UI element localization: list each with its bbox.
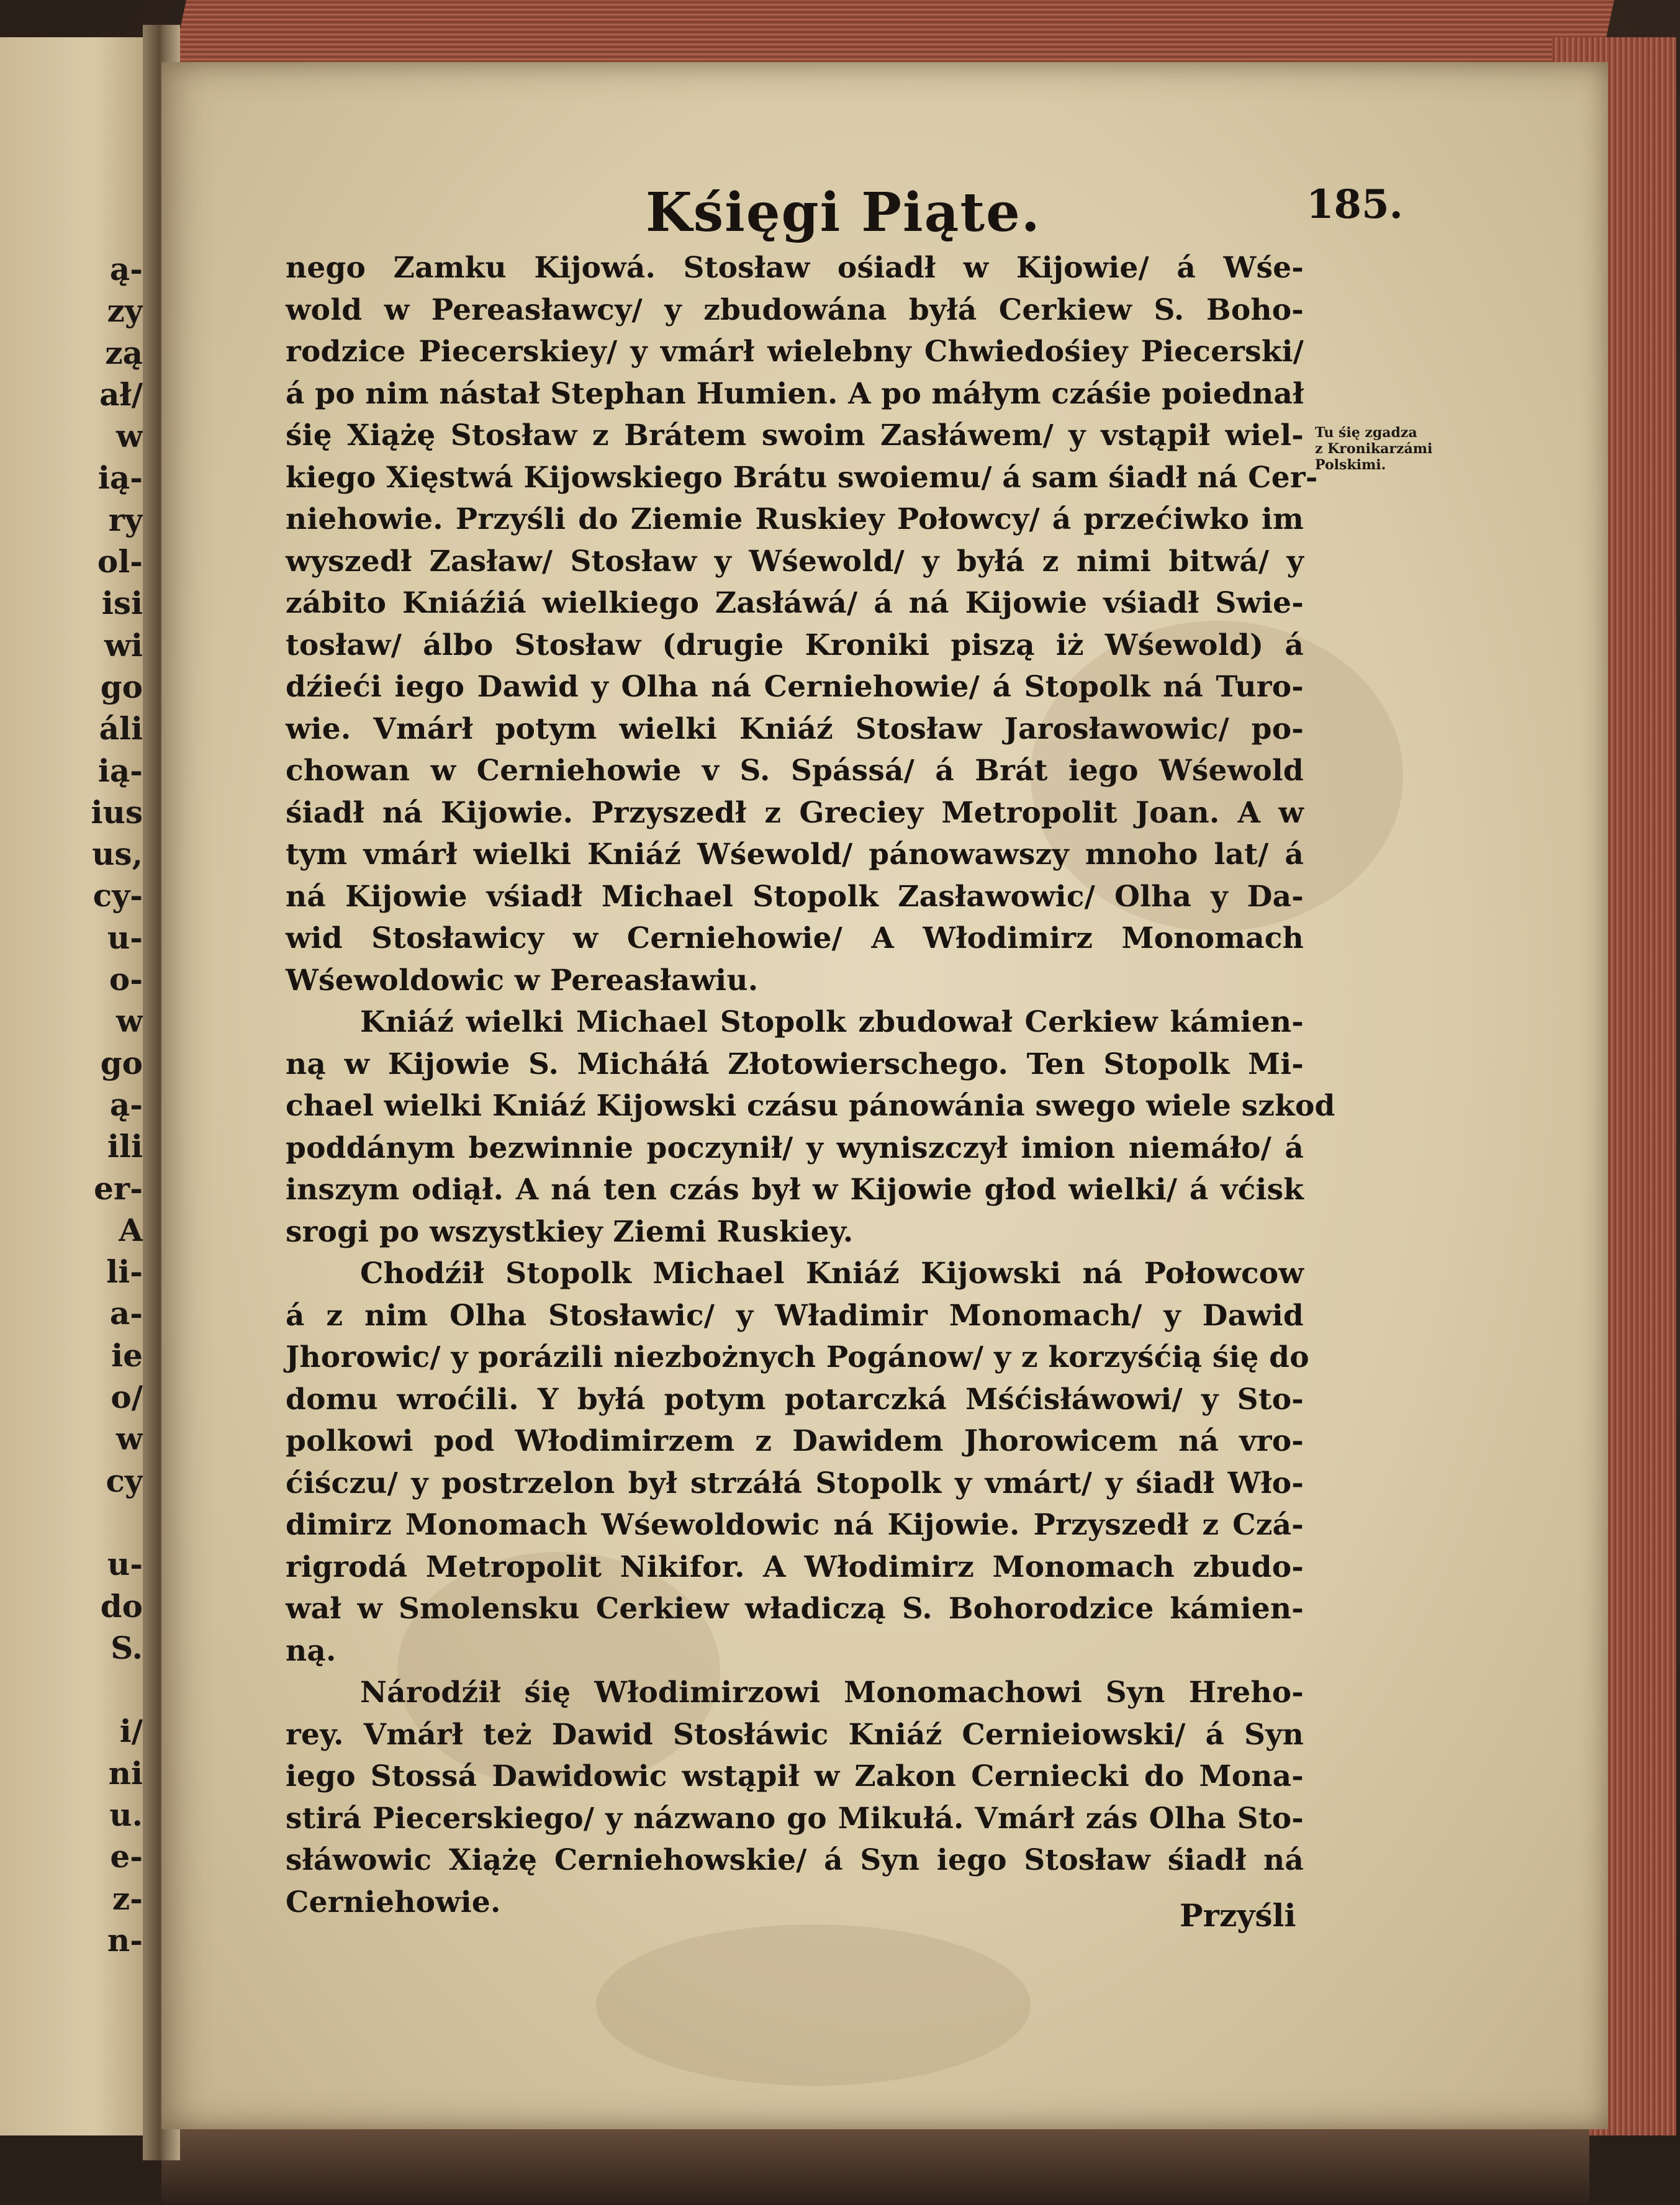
text-line: wold w Pereasławcy/ y zbudowána byłá Cerkiew S. Boho‑ (286, 292, 1304, 327)
margin-note (1315, 425, 1432, 473)
previous-page-line-end: ą‑ (109, 251, 143, 287)
previous-page-line-end: do (100, 1587, 143, 1625)
previous-page-line-end: S. (111, 1629, 143, 1666)
text-line: Cerniehowie. (286, 1885, 501, 1919)
text-line: śiadł ná Kijowie. Przyszedł z Greciey Metropolit Joan. A w (286, 795, 1304, 830)
text-line: rodzice Piecerskiey/ y vmárł wielebny Chwiedośiey Piecerski/ (286, 335, 1304, 369)
book-bottom-edge (161, 2123, 1589, 2205)
margin-note-line: Tu śię zgadza (1315, 425, 1417, 441)
text-line: nego Zamku Kijowá. Stosław ośiadł w Kijowie/ á Wśe‑ (286, 251, 1304, 285)
previous-page-line-end (0, 1502, 143, 1543)
previous-page-line-end: isi (101, 585, 143, 622)
text-line: iego Stossá Dawidowic wstąpił w Zakon Cerniecki do Mona‑ (286, 1759, 1304, 1793)
text-line: chael wielki Kniáź Kijowski czásu pánowánia swego wiele szkod (286, 1089, 1335, 1123)
catchword: Przyśli (1180, 1897, 1296, 1934)
text-line: dźieći iego Dawid y Olha ná Cerniehowie/ á Stopolk ná Turo‑ (286, 670, 1304, 704)
text-line: poddánym bezwinnie poczynił/ y wyniszczył imion niemáło/ á (286, 1130, 1304, 1165)
text-line: wał w Smolensku Cerkiew władiczą S. Bohorodzice kámien‑ (286, 1592, 1304, 1626)
previous-page-line-end: ią‑ (97, 752, 143, 789)
text-line: Kniáź wielki Michael Stopolk zbudował Cerkiew kámien‑ (360, 1005, 1304, 1039)
previous-page-line-end: er‑ (94, 1170, 143, 1207)
text-line: stirá Piecerskiego/ y názwano go Mikułá. Vmárł zás Olha Sto‑ (286, 1801, 1304, 1836)
text-line: dimirz Monomach Wśewoldowic ná Kijowie. Przyszedł z Czá‑ (286, 1508, 1304, 1542)
previous-page-line-end: i/ (119, 1713, 143, 1750)
text-line: chowan w Cerniehowie v S. Spássá/ á Brát iego Wśewold (286, 754, 1304, 788)
previous-page-line-end: u‑ (107, 1546, 143, 1583)
paper-stain (596, 1924, 1031, 2086)
text-line: inszym odiął. A ná ten czás był w Kijowie głod wielki/ á vćisk (286, 1173, 1304, 1207)
previous-page-line-end: go (100, 668, 143, 705)
text-line: Národźił śię Włodimirzowi Monomachowi Syn Hreho‑ (360, 1675, 1304, 1710)
previous-page-line-end: o/ (111, 1379, 143, 1416)
page-number: 185. (1306, 181, 1403, 228)
text-line: Chodźił Stopolk Michael Kniáź Kijowski ná Połowcow (360, 1256, 1304, 1291)
previous-page-line-end (0, 1669, 143, 1710)
text-line: niehowie. Przyśli do Ziemie Ruskiey Połowcy/ á przećiwko im (286, 502, 1304, 536)
previous-page-line-end: e‑ (110, 1838, 143, 1875)
text-line: ćiśczu/ y postrzelon był strzáłá Stopolk y vmárt/ y śiadł Wło‑ (286, 1466, 1304, 1500)
previous-page-line-ends (0, 248, 148, 1961)
previous-page-line-end: w (115, 1003, 143, 1040)
text-line: polkowi pod Włodimirzem z Dawidem Jhorowicem ná vro‑ (286, 1424, 1304, 1458)
margin-note-line: z Kronikarzámi (1315, 441, 1433, 457)
previous-page-fragment (0, 37, 155, 2135)
previous-page-line-end: áli (99, 710, 143, 747)
text-line: á z nim Olha Stosławic/ y Władimir Monomach/ y Dawid (286, 1298, 1304, 1333)
text-line: ná Kijowie vśiadł Michael Stopolk Zasławowic/ Olha y Da‑ (286, 879, 1304, 914)
text-line: wyszedł Zasław/ Stosław y Wśewold/ y byłá z nimi bitwá/ y (286, 544, 1304, 579)
previous-page-line-end: ią‑ (97, 459, 143, 497)
previous-page-line-end: ą‑ (109, 1086, 143, 1123)
text-line: tosław/ álbo Stosław (drugie Kroniki piszą iż Wśewold) á (286, 628, 1304, 662)
previous-page-line-end: li‑ (106, 1253, 143, 1291)
previous-page-line-end: ius (91, 793, 143, 831)
previous-page-line-end: ni (108, 1754, 143, 1792)
text-line: wie. Vmárł potym wielki Kniáź Stosław Jarosławowic/ po‑ (286, 711, 1304, 746)
text-line: ną. (286, 1633, 336, 1668)
text-line: rey. Vmárł też Dawid Stosłáwic Kniáź Cernieiowski/ á Syn (286, 1717, 1304, 1752)
text-line: śię Xiążę Stosław z Brátem swoim Zasłáwem/ y vstąpił wiel‑ (286, 418, 1304, 453)
previous-page-line-end: z‑ (112, 1880, 143, 1917)
text-line: kiego Xięstwá Kijowskiego Brátu swoiemu/ á sam śiadł ná Cer‑ (286, 460, 1318, 495)
previous-page-line-end: wi (104, 626, 143, 664)
text-line: tym vmárł wielki Kniáź Wśewold/ pánowawszy mnoho lat/ á (286, 837, 1304, 872)
previous-page-line-end: ol‑ (97, 543, 143, 580)
text-column (286, 247, 1335, 1923)
text-line: wid Stosławicy w Cerniehowie/ A Włodimirz Monomach (286, 921, 1304, 955)
previous-page-line-end: cy (106, 1462, 143, 1499)
text-line: zábito Kniáźiá wielkiego Zasłáwá/ á ná Kijowie vśiadł Swie‑ (286, 586, 1304, 620)
previous-page-line-end: ili (107, 1128, 143, 1165)
previous-page-line-end: a‑ (109, 1295, 143, 1332)
previous-page-line-end: zy (107, 292, 143, 330)
previous-page-line-end: u‑ (107, 919, 143, 956)
previous-page-line-end: ry (108, 501, 143, 538)
previous-page-line-end: A (119, 1211, 143, 1248)
margin-note-line: Polskimi. (1315, 457, 1386, 473)
previous-page-line-end: ie (111, 1337, 143, 1374)
previous-page-line-end: zą (105, 334, 143, 371)
text-line: słáwowic Xiążę Cerniehowskie/ á Syn iego Stosław śiadł ná (286, 1843, 1304, 1877)
previous-page-line-end: ał/ (99, 376, 143, 413)
text-line: á po nim nástał Stephan Humien. A po máłym czáśie poiednał (286, 376, 1304, 411)
previous-page-line-end: u. (109, 1796, 143, 1833)
text-line: domu wroćili. Y byłá potym potarczká Mśćisłáwowi/ y Sto‑ (286, 1382, 1304, 1417)
previous-page-line-end: n‑ (107, 1921, 143, 1959)
running-title: Kśięgi Piąte. (646, 181, 1041, 244)
previous-page-line-end: w (115, 418, 143, 455)
previous-page-line-end: go (100, 1044, 143, 1081)
previous-page-line-end: w (115, 1420, 143, 1458)
text-line: ną w Kijowie S. Micháłá Złotowierschego. Ten Stopolk Mi‑ (286, 1047, 1304, 1081)
previous-page-line-end: o‑ (109, 961, 143, 998)
text-line: Jhorowic/ y porázili niezbożnych Pogánow/ y z korzyśćią śię do (286, 1340, 1309, 1374)
text-line: rigrodá Metropolit Nikifor. A Włodimirz Monomach zbudo‑ (286, 1549, 1304, 1584)
text-line: Wśewoldowic w Pereasławiu. (286, 963, 759, 998)
previous-page-line-end: us, (92, 836, 143, 873)
text-line: srogi po wszystkiey Ziemi Ruskiey. (286, 1214, 854, 1249)
previous-page-line-end: cy‑ (93, 877, 143, 914)
